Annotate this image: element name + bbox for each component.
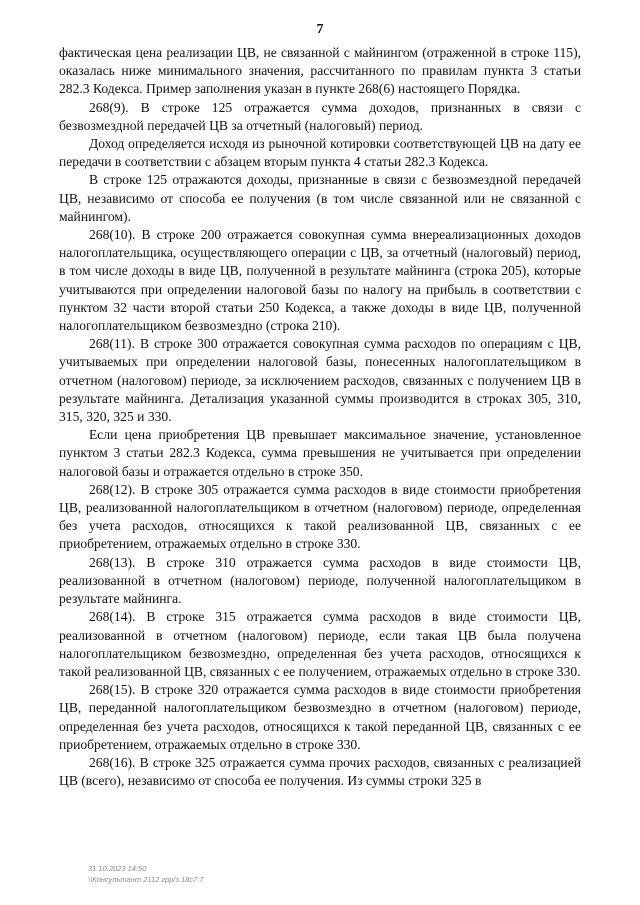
page-number: 7 bbox=[316, 22, 324, 37]
paragraph-268-12: 268(12). В строке 305 отражается сумма расходов в виде стоимости приобретения ЦВ, реализованной налогоплательщиком в отчетном (налоговом) периоде, определенная без учета расходов, относящихся к такой реализованной ЦВ, связанных с ее приобретением, отражаемых отдельно в строке 330. bbox=[59, 481, 581, 552]
paragraph-1: фактическая цена реализации ЦВ, не связанной с майнингом (отраженной в строке 115), оказалась ниже минимального значения, рассчитанного по правилам пункта 3 статьи 282.3 Кодекса. Пример заполнения указан в пункте 268(6) настоящего Порядка. bbox=[59, 45, 581, 97]
document-body bbox=[59, 44, 581, 790]
paragraph-excess-price: Если цена приобретения ЦВ превышает максимальное значение, установленное пунктом 3 статьи 282.3 Кодекса, сумма превышения не учитывается при определении налоговой базы и отражается отдельно в строке 350. bbox=[59, 427, 581, 479]
print-stamp-date: 31.10.2023 14:50 bbox=[88, 864, 147, 873]
paragraph-268-10: 268(10). В строке 200 отражается совокупная сумма внереализационных доходов налогоплательщика, осуществляющего операции с ЦВ, за отчетный (налоговый) период, в том числе доходы в виде ЦВ, полученной в результате майнинга (строка 205), которые учитываются при определении налоговой базы по налогу на прибыль в соответствии с пунктом 32 части второй статьи 250 Кодекса, а также доходы в виде ЦВ, полученной налогоплательщиком безвозмездно (строка 210). bbox=[59, 227, 581, 334]
paragraph-268-9: 268(9). В строке 125 отражается сумма доходов, признанных в связи с безвозмездной передачей ЦВ за отчетный (налоговый) период. bbox=[59, 99, 581, 133]
paragraph-line-125: В строке 125 отражаются доходы, признанные в связи с безвозмездной передачей ЦВ, независимо от способа ее получения (в том числе связанной или не связанной с майнингом). bbox=[59, 172, 581, 224]
paragraph-268-14: 268(14). В строке 315 отражается сумма расходов в виде стоимости ЦВ, реализованной в отчетном (налоговом) периоде, если такая ЦВ была получена налогоплательщиком безвозмездно, определенная без учета расходов, относящихся к такой реализованной ЦВ, связанных с ее получением, отражаемых отдельно в строке 330. bbox=[59, 609, 581, 679]
paragraph-268-11: 268(11). В строке 300 отражается совокупная сумма расходов по операциям с ЦВ, учитываемых при определении налоговой базы, понесенных налогоплательщиком в отчетном (налоговом) периоде, за исключением расходов, связанных с получением ЦВ в результате майнинга. Детализация указанной суммы производится в строках 305, 310, 315, 320, 325 и 330. bbox=[59, 336, 581, 425]
paragraph-268-13: 268(13). В строке 310 отражается сумма расходов в виде стоимости ЦВ, реализованной в отчетном (налоговом) периоде, полученной налогоплательщиком в результате майнинга. bbox=[59, 554, 581, 607]
paragraph-income-definition: Доход определяется исходя из рыночной котировки соответствующей ЦВ на дату ее передачи в соответствии с абзацем вторым пункта 4 статьи 282.3 Кодекса. bbox=[59, 136, 581, 170]
paragraph-268-15: 268(15). В строке 320 отражается сумма расходов в виде стоимости приобретения ЦВ, переданной налогоплательщиком безвозмездно в отчетном (налоговом) периоде, определенная без учета расходов, относящихся к такой переданной ЦВ, связанных с ее приобретением, отражаемых отдельно в строке 330. bbox=[59, 682, 581, 752]
print-stamp-source: \\Консультант 2112 грр/з.18с7:7 bbox=[88, 875, 204, 884]
paragraph-268-16: 268(16). В строке 325 отражается сумма прочих расходов, связанных с реализацией ЦВ (всего), независимо от способа ее получения. Из суммы строки 325 в bbox=[59, 754, 581, 789]
